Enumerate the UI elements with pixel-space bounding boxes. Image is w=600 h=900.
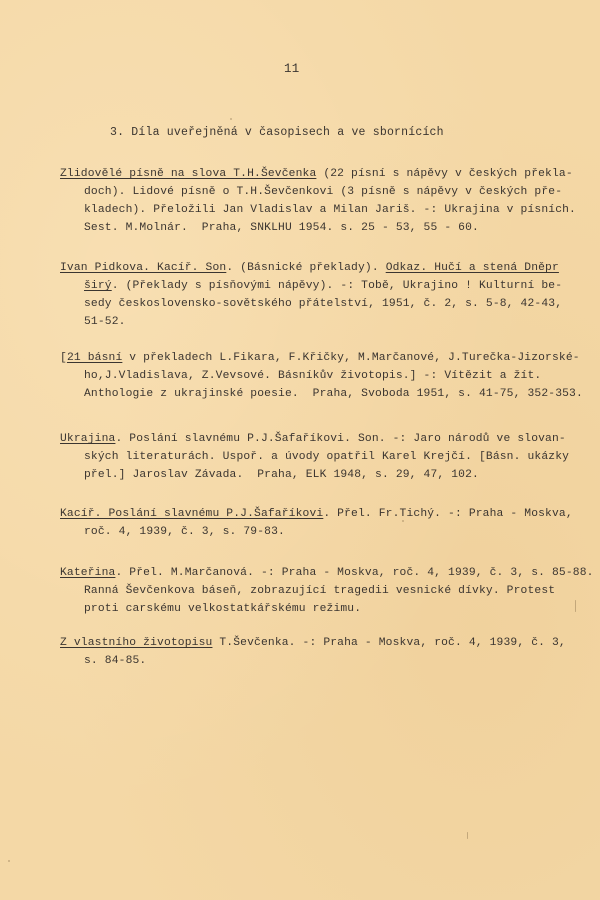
paper-speck [8,860,10,862]
entry-line: přel.] Jaroslav Závada. Praha, ELK 1948, s. 29, 47, 102. [84,469,479,481]
entry-text: v překladech L.Fikara, F.Křičky, M.Marčanové, J.Turečka-Jizorské- [122,352,580,364]
bibliography-entry [60,259,580,331]
entry-line [60,564,594,582]
entry-title: Z vlastního životopisu [60,637,213,649]
entry-text: . (Básnické překlady). [226,262,386,274]
entry-line: Anthologie z ukrajinské poesie. Praha, Svoboda 1951, s. 41-75, 352-353. [84,388,583,400]
bibliography-entry [60,165,580,237]
entry-line [60,634,580,652]
entry-line [60,259,580,277]
entry-line: Ranná Ševčenkova báseň, zobrazující tragedii vesnické dívky. Protest [84,585,556,597]
entry-line [60,430,580,448]
entry-title: 21 básní [66,352,123,364]
entry-line [60,349,580,367]
entry-line [60,505,580,523]
entry-text: . Poslání slavnému P.J.Šafaříkovi. Son. -: Jaro národů ve slovan- [115,433,566,445]
entry-line [60,277,580,295]
entry-line: doch). Lidové písně o T.H.Ševčenkovi (3 písně s nápěvy v českých pře- [84,186,563,198]
bibliography-entry [60,430,580,484]
entry-title: Ukrajina [60,433,116,445]
entry-line: s. 84-85. [84,655,147,667]
entry-text: (22 písní s nápěvy v českých překla- [316,168,573,180]
entry-line: sedy československo-sovětského přátelství, 1951, č. 2, s. 5-8, 42-43, [84,298,563,310]
paper-speck [467,832,468,839]
page-number: 11 [284,62,300,76]
entry-title-continued: širý [84,280,112,292]
entry-line: roč. 4, 1939, č. 3, s. 79-83. [84,526,285,538]
entry-title: Zlidovělé písně na slova T.H.Ševčenka [60,168,317,180]
entry-text: . (Překlady s písňovými nápěvy). -: Tobě, Ukrajino ! Kulturní be- [111,280,563,292]
entry-text: . Přel. M.Marčanová. -: Praha - Moskva, roč. 4, 1939, č. 3, s. 85-88. [115,567,594,579]
entry-line: kladech). Přeložili Jan Vladislav a Milan Jariš. -: Ukrajina v písních. [84,204,576,216]
entry-line: proti carskému velkostatkářskému režimu. [84,603,362,615]
bibliography-entry [60,564,594,618]
entry-title: Kateřina [60,567,116,579]
entry-line: Sest. M.Molnár. Praha, SNKLHU 1954. s. 25 - 53, 55 - 60. [84,222,479,234]
paper-speck [575,600,576,612]
entry-line: ských literaturách. Uspoř. a úvody opatřil Karel Krejčí. [Básn. ukázky [84,451,570,463]
bibliography-entry [60,349,583,403]
paper-speck [402,520,404,522]
entry-text: . Přel. Fr.Tichý. -: Praha - Moskva, [323,508,573,520]
paper-speck [230,118,232,120]
entry-title: Ivan Pidkova. Kacíř. Son [60,262,227,274]
entry-title: Kacíř. Poslání slavnému P.J.Šafaříkovi [60,508,324,520]
bracket: [ [60,352,67,364]
bibliography-entry [60,634,580,670]
entry-line: ho,J.Vladislava, Z.Vevsové. Básníkův životopis.] -: Vítězit a žít. [84,370,542,382]
entry-line [60,165,580,183]
entry-title-secondary: Odkaz. Hučí a stená Dněpr [385,262,559,274]
section-heading: 3. Díla uveřejněná v časopisech a ve sbornících [110,126,444,139]
entry-text: T.Ševčenka. -: Praha - Moskva, roč. 4, 1939, č. 3, [212,637,566,649]
entry-line: 51-52. [84,316,126,328]
bibliography-entry [60,505,580,541]
